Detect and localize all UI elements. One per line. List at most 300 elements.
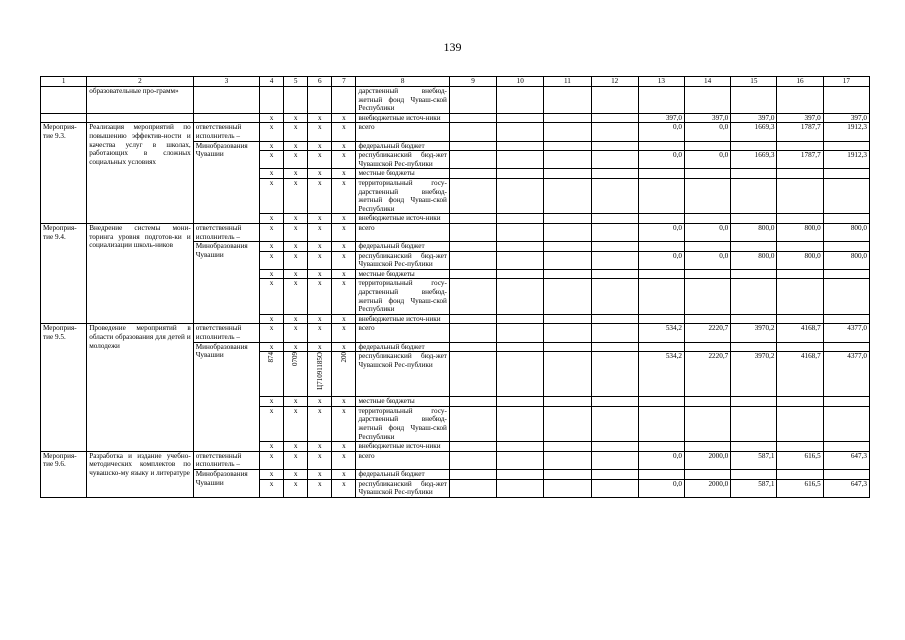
- value-cell: [685, 397, 731, 407]
- budget-code-cell: [260, 352, 284, 397]
- empty-cell: [544, 442, 591, 452]
- empty-cell: [544, 324, 591, 342]
- code-cell: х: [284, 251, 308, 269]
- value-cell: 4168,7: [777, 324, 823, 342]
- code-cell: х: [332, 279, 356, 314]
- table-row: [41, 324, 870, 342]
- executor-ministry: Минобразования Чувашии: [193, 342, 259, 451]
- value-cell: 4168,7: [777, 352, 823, 397]
- code-cell: х: [332, 324, 356, 342]
- measure-name: образовательные про-грамм»: [87, 87, 194, 114]
- value-cell: 0,0: [638, 451, 684, 469]
- empty-cell: [591, 442, 638, 452]
- value-cell: [638, 342, 684, 352]
- code-cell: х: [284, 342, 308, 352]
- value-cell: [823, 214, 869, 224]
- value-cell: 800,0: [731, 251, 777, 269]
- funding-source: местные бюджеты: [356, 397, 449, 407]
- empty-cell: [497, 442, 544, 452]
- code-cell: х: [284, 223, 308, 241]
- empty-cell: [497, 269, 544, 279]
- code-cell: х: [284, 442, 308, 452]
- code-cell: х: [332, 397, 356, 407]
- value-cell: 647,3: [823, 451, 869, 469]
- code-cell: х: [260, 406, 284, 441]
- budget-code: 874: [267, 352, 276, 363]
- code-cell: х: [332, 251, 356, 269]
- code-cell: х: [284, 141, 308, 151]
- measure-name: Разработка и издание учебно-методических комплектов по чувашско-му языку и литературе: [87, 451, 194, 497]
- value-cell: [731, 242, 777, 252]
- empty-cell: [544, 178, 591, 213]
- value-cell: [731, 406, 777, 441]
- measure-name: Внедрение системы мони-торинга уровня подготов-ки и социализации школь-ников: [87, 223, 194, 324]
- empty-cell: [449, 123, 496, 141]
- value-cell: [731, 169, 777, 179]
- code-cell: х: [260, 342, 284, 352]
- value-cell: 0,0: [685, 151, 731, 169]
- code-cell: х: [308, 141, 332, 151]
- funding-source: республиканский бюд-жет Чувашской Рес-публики: [356, 251, 449, 269]
- code-cell: х: [260, 169, 284, 179]
- value-cell: 800,0: [823, 223, 869, 241]
- funding-source: внебюджетные источ-ники: [356, 113, 449, 123]
- value-cell: [638, 406, 684, 441]
- value-cell: [777, 269, 823, 279]
- empty-cell: [591, 269, 638, 279]
- value-cell: 4377,0: [823, 352, 869, 397]
- code-cell: х: [284, 123, 308, 141]
- value-cell: [731, 314, 777, 324]
- code-cell: х: [308, 451, 332, 469]
- value-cell: [685, 141, 731, 151]
- empty-cell: [544, 141, 591, 151]
- value-cell: 397,0: [731, 113, 777, 123]
- value-cell: [731, 442, 777, 452]
- value-cell: [823, 342, 869, 352]
- empty-cell: [544, 151, 591, 169]
- value-cell: [777, 469, 823, 479]
- code-cell: х: [284, 324, 308, 342]
- code-cell: х: [284, 451, 308, 469]
- code-cell: х: [308, 442, 332, 452]
- empty-cell: [544, 352, 591, 397]
- value-cell: [685, 469, 731, 479]
- code-cell: х: [308, 269, 332, 279]
- value-cell: 534,2: [638, 352, 684, 397]
- code-cell: х: [284, 397, 308, 407]
- value-cell: 800,0: [777, 251, 823, 269]
- col-header: 12: [591, 77, 638, 87]
- code-cell: х: [332, 169, 356, 179]
- funding-source: внебюджетные источ-ники: [356, 214, 449, 224]
- value-cell: 800,0: [731, 223, 777, 241]
- code-cell: х: [332, 342, 356, 352]
- funding-source: местные бюджеты: [356, 169, 449, 179]
- empty-cell: [497, 214, 544, 224]
- value-cell: [823, 469, 869, 479]
- empty-cell: [449, 479, 496, 497]
- code-cell: х: [284, 113, 308, 123]
- empty-cell: [449, 397, 496, 407]
- col-header: 2: [87, 77, 194, 87]
- col-header: 3: [193, 77, 259, 87]
- funding-source: всего: [356, 451, 449, 469]
- empty-cell: [449, 169, 496, 179]
- code-cell: х: [332, 269, 356, 279]
- executor-label: ответственный исполнитель –: [193, 123, 259, 141]
- empty-cell: [497, 479, 544, 497]
- empty-cell: [591, 314, 638, 324]
- empty-cell: [449, 442, 496, 452]
- code-cell: х: [260, 469, 284, 479]
- empty-cell: [591, 406, 638, 441]
- code-cell: х: [308, 214, 332, 224]
- empty-cell: [497, 397, 544, 407]
- empty-cell: [544, 269, 591, 279]
- code-cell: х: [308, 469, 332, 479]
- code-cell: х: [332, 314, 356, 324]
- executor-ministry: Минобразования Чувашии: [193, 469, 259, 497]
- funding-source: республиканский бюд-жет Чувашской Рес-публики: [356, 352, 449, 397]
- empty-cell: [591, 397, 638, 407]
- budget-code-cell: [308, 352, 332, 397]
- empty-cell: [591, 342, 638, 352]
- code-cell: х: [308, 178, 332, 213]
- empty-cell: [497, 223, 544, 241]
- empty-cell: [449, 269, 496, 279]
- code-cell: х: [260, 479, 284, 497]
- code-cell: х: [260, 151, 284, 169]
- funding-source: федеральный бюджет: [356, 141, 449, 151]
- col-header: 11: [544, 77, 591, 87]
- empty-cell: [449, 469, 496, 479]
- column-number-row: [41, 77, 870, 87]
- code-cell: х: [260, 451, 284, 469]
- value-cell: 397,0: [823, 113, 869, 123]
- empty-cell: [544, 469, 591, 479]
- funding-source: федеральный бюджет: [356, 242, 449, 252]
- empty-cell: [497, 141, 544, 151]
- empty-cell: [449, 352, 496, 397]
- code-cell: х: [260, 269, 284, 279]
- empty-cell: [544, 223, 591, 241]
- code-cell: х: [284, 469, 308, 479]
- empty-cell: [497, 324, 544, 342]
- value-cell: [777, 406, 823, 441]
- value-cell: 397,0: [685, 113, 731, 123]
- value-cell: 1787,7: [777, 123, 823, 141]
- value-cell: [685, 406, 731, 441]
- empty-cell: [497, 469, 544, 479]
- code-cell: х: [284, 178, 308, 213]
- code-cell: х: [260, 314, 284, 324]
- empty-cell: [591, 151, 638, 169]
- empty-cell: [449, 214, 496, 224]
- empty-cell: [544, 279, 591, 314]
- value-cell: [638, 397, 684, 407]
- empty-cell: [591, 223, 638, 241]
- empty-cell: [497, 123, 544, 141]
- code-cell: х: [308, 242, 332, 252]
- code-cell: х: [284, 214, 308, 224]
- executor-ministry: Минобразования Чувашии: [193, 242, 259, 324]
- value-cell: [823, 178, 869, 213]
- code-cell: х: [260, 279, 284, 314]
- col-header: 14: [685, 77, 731, 87]
- empty-cell: [591, 479, 638, 497]
- code-cell: х: [284, 242, 308, 252]
- empty-cell: [591, 214, 638, 224]
- code-cell: х: [332, 151, 356, 169]
- value-cell: [823, 169, 869, 179]
- value-cell: 4377,0: [823, 324, 869, 342]
- value-cell: 587,1: [731, 451, 777, 469]
- budget-code-cell: [284, 352, 308, 397]
- code-cell: х: [284, 406, 308, 441]
- empty-cell: [591, 169, 638, 179]
- code-cell: х: [332, 223, 356, 241]
- value-cell: [823, 242, 869, 252]
- value-cell: [777, 242, 823, 252]
- value-cell: [823, 279, 869, 314]
- executor-ministry: Минобразования Чувашии: [193, 141, 259, 223]
- value-cell: [685, 269, 731, 279]
- code-cell: х: [260, 123, 284, 141]
- value-cell: 0,0: [685, 251, 731, 269]
- code-cell: х: [260, 214, 284, 224]
- col-header: 6: [308, 77, 332, 87]
- value-cell: [731, 269, 777, 279]
- measure-name: Проведение мероприятий в области образования для детей и молодежи: [87, 324, 194, 451]
- value-cell: [685, 342, 731, 352]
- value-cell: [823, 397, 869, 407]
- table-row: [41, 223, 870, 241]
- value-cell: 3970,2: [731, 324, 777, 342]
- page-number: 139: [443, 40, 462, 54]
- value-cell: [638, 178, 684, 213]
- value-cell: [731, 342, 777, 352]
- code-cell: х: [332, 123, 356, 141]
- code-cell: х: [284, 169, 308, 179]
- value-cell: [638, 169, 684, 179]
- code-cell: х: [332, 406, 356, 441]
- empty-cell: [449, 342, 496, 352]
- code-cell: х: [284, 314, 308, 324]
- empty-cell: [497, 451, 544, 469]
- value-cell: [823, 314, 869, 324]
- value-cell: [638, 279, 684, 314]
- value-cell: [638, 214, 684, 224]
- measure-code: Мероприя-тие 9.3.: [41, 123, 87, 224]
- budget-code: 200: [339, 352, 348, 363]
- empty-cell: [591, 324, 638, 342]
- funding-source: республиканский бюд-жет Чувашской Рес-публики: [356, 151, 449, 169]
- value-cell: [777, 169, 823, 179]
- value-cell: 2220,7: [685, 352, 731, 397]
- funding-source: внебюджетные источ-ники: [356, 314, 449, 324]
- empty-cell: [591, 123, 638, 141]
- code-cell: х: [260, 324, 284, 342]
- value-cell: 0,0: [638, 251, 684, 269]
- empty-cell: [544, 251, 591, 269]
- code-cell: х: [308, 324, 332, 342]
- value-cell: [638, 442, 684, 452]
- code-cell: х: [332, 451, 356, 469]
- empty-cell: [591, 251, 638, 269]
- value-cell: [731, 178, 777, 213]
- col-header: 15: [731, 77, 777, 87]
- empty-cell: [449, 251, 496, 269]
- value-cell: [638, 469, 684, 479]
- value-cell: [777, 314, 823, 324]
- empty-cell: [591, 451, 638, 469]
- executor-label: ответственный исполнитель –: [193, 324, 259, 342]
- code-cell: х: [308, 279, 332, 314]
- empty-cell: [544, 123, 591, 141]
- empty-cell: [497, 151, 544, 169]
- empty-cell: [449, 242, 496, 252]
- empty-cell: [449, 314, 496, 324]
- measure-code: Мероприя-тие 9.4.: [41, 223, 87, 324]
- code-cell: х: [284, 269, 308, 279]
- code-cell: х: [332, 141, 356, 151]
- value-cell: 1912,3: [823, 151, 869, 169]
- code-cell: х: [260, 397, 284, 407]
- value-cell: 0,0: [638, 123, 684, 141]
- value-cell: [777, 178, 823, 213]
- code-cell: х: [260, 113, 284, 123]
- budget-code: 0709: [291, 352, 300, 367]
- value-cell: 0,0: [638, 479, 684, 497]
- executor-label: ответственный исполнитель –: [193, 451, 259, 469]
- value-cell: [823, 269, 869, 279]
- empty-cell: [497, 406, 544, 441]
- value-cell: 2220,7: [685, 324, 731, 342]
- code-cell: х: [332, 178, 356, 213]
- code-cell: х: [260, 242, 284, 252]
- empty-cell: [497, 169, 544, 179]
- value-cell: [685, 314, 731, 324]
- empty-cell: [591, 279, 638, 314]
- value-cell: 1669,3: [731, 123, 777, 141]
- empty-cell: [449, 151, 496, 169]
- empty-cell: [544, 406, 591, 441]
- code-cell: х: [308, 123, 332, 141]
- code-cell: х: [308, 406, 332, 441]
- col-header: 8: [356, 77, 449, 87]
- code-cell: х: [284, 479, 308, 497]
- value-cell: 0,0: [685, 123, 731, 141]
- code-cell: х: [308, 342, 332, 352]
- value-cell: 1912,3: [823, 123, 869, 141]
- measure-code: Мероприя-тие 9.5.: [41, 324, 87, 451]
- value-cell: 397,0: [638, 113, 684, 123]
- value-cell: [823, 406, 869, 441]
- code-cell: х: [260, 251, 284, 269]
- value-cell: [731, 141, 777, 151]
- funding-source: всего: [356, 223, 449, 241]
- empty-cell: [449, 223, 496, 241]
- code-cell: х: [260, 442, 284, 452]
- code-cell: х: [260, 141, 284, 151]
- measure-code: [41, 87, 87, 114]
- col-header: 17: [823, 77, 869, 87]
- value-cell: [685, 178, 731, 213]
- executor-label: ответственный исполнитель –: [193, 223, 259, 241]
- value-cell: 1669,3: [731, 151, 777, 169]
- measure-name: Реализация мероприятий по повышению эффектив-ности и качества услуг в школах, работающих в сложных социальных условиях: [87, 123, 194, 224]
- value-cell: 647,3: [823, 479, 869, 497]
- funding-source: федеральный бюджет: [356, 342, 449, 352]
- value-cell: [685, 242, 731, 252]
- funding-source: территориальный госу-дарственный внебюд-жетный фонд Чуваш-ской Республики: [356, 406, 449, 441]
- value-cell: [685, 442, 731, 452]
- value-cell: [777, 442, 823, 452]
- code-cell: х: [308, 251, 332, 269]
- value-cell: [685, 169, 731, 179]
- funding-source: внебюджетные источ-ники: [356, 442, 449, 452]
- value-cell: [777, 279, 823, 314]
- measure-code: Мероприя-тие 9.6.: [41, 451, 87, 497]
- funding-source: дарственный внебюд-жетный фонд Чуваш-ской Республики: [356, 87, 449, 114]
- table-row: [41, 123, 870, 141]
- empty-cell: [591, 352, 638, 397]
- empty-cell: [497, 352, 544, 397]
- value-cell: [731, 279, 777, 314]
- code-cell: х: [284, 151, 308, 169]
- funding-source: местные бюджеты: [356, 269, 449, 279]
- empty-cell: [591, 178, 638, 213]
- empty-cell: [497, 314, 544, 324]
- funding-source: территориальный госу-дарственный внебюд-жетный фонд Чуваш-ской Республики: [356, 178, 449, 213]
- code-cell: х: [308, 113, 332, 123]
- funding-source: республиканский бюд-жет Чувашской Рес-публики: [356, 479, 449, 497]
- code-cell: х: [332, 442, 356, 452]
- code-cell: х: [308, 223, 332, 241]
- empty-cell: [449, 141, 496, 151]
- value-cell: 397,0: [777, 113, 823, 123]
- code-cell: х: [308, 397, 332, 407]
- value-cell: 616,5: [777, 479, 823, 497]
- value-cell: 587,1: [731, 479, 777, 497]
- value-cell: [777, 342, 823, 352]
- value-cell: 2000,0: [685, 451, 731, 469]
- value-cell: [777, 214, 823, 224]
- funding-source: всего: [356, 123, 449, 141]
- value-cell: [731, 469, 777, 479]
- code-cell: х: [260, 178, 284, 213]
- empty-cell: [449, 406, 496, 441]
- code-cell: х: [332, 113, 356, 123]
- empty-cell: [544, 314, 591, 324]
- empty-cell: [449, 178, 496, 213]
- table-row: [41, 451, 870, 469]
- empty-cell: [497, 251, 544, 269]
- budget-code-cell: [332, 352, 356, 397]
- empty-cell: [591, 469, 638, 479]
- col-header: 16: [777, 77, 823, 87]
- empty-cell: [591, 141, 638, 151]
- value-cell: [823, 141, 869, 151]
- code-cell: х: [332, 242, 356, 252]
- funding-source: федеральный бюджет: [356, 469, 449, 479]
- col-header: 10: [497, 77, 544, 87]
- funding-source: территориальный госу-дарственный внебюд-жетный фонд Чуваш-ской Республики: [356, 279, 449, 314]
- value-cell: 800,0: [823, 251, 869, 269]
- code-cell: х: [284, 279, 308, 314]
- empty-cell: [544, 169, 591, 179]
